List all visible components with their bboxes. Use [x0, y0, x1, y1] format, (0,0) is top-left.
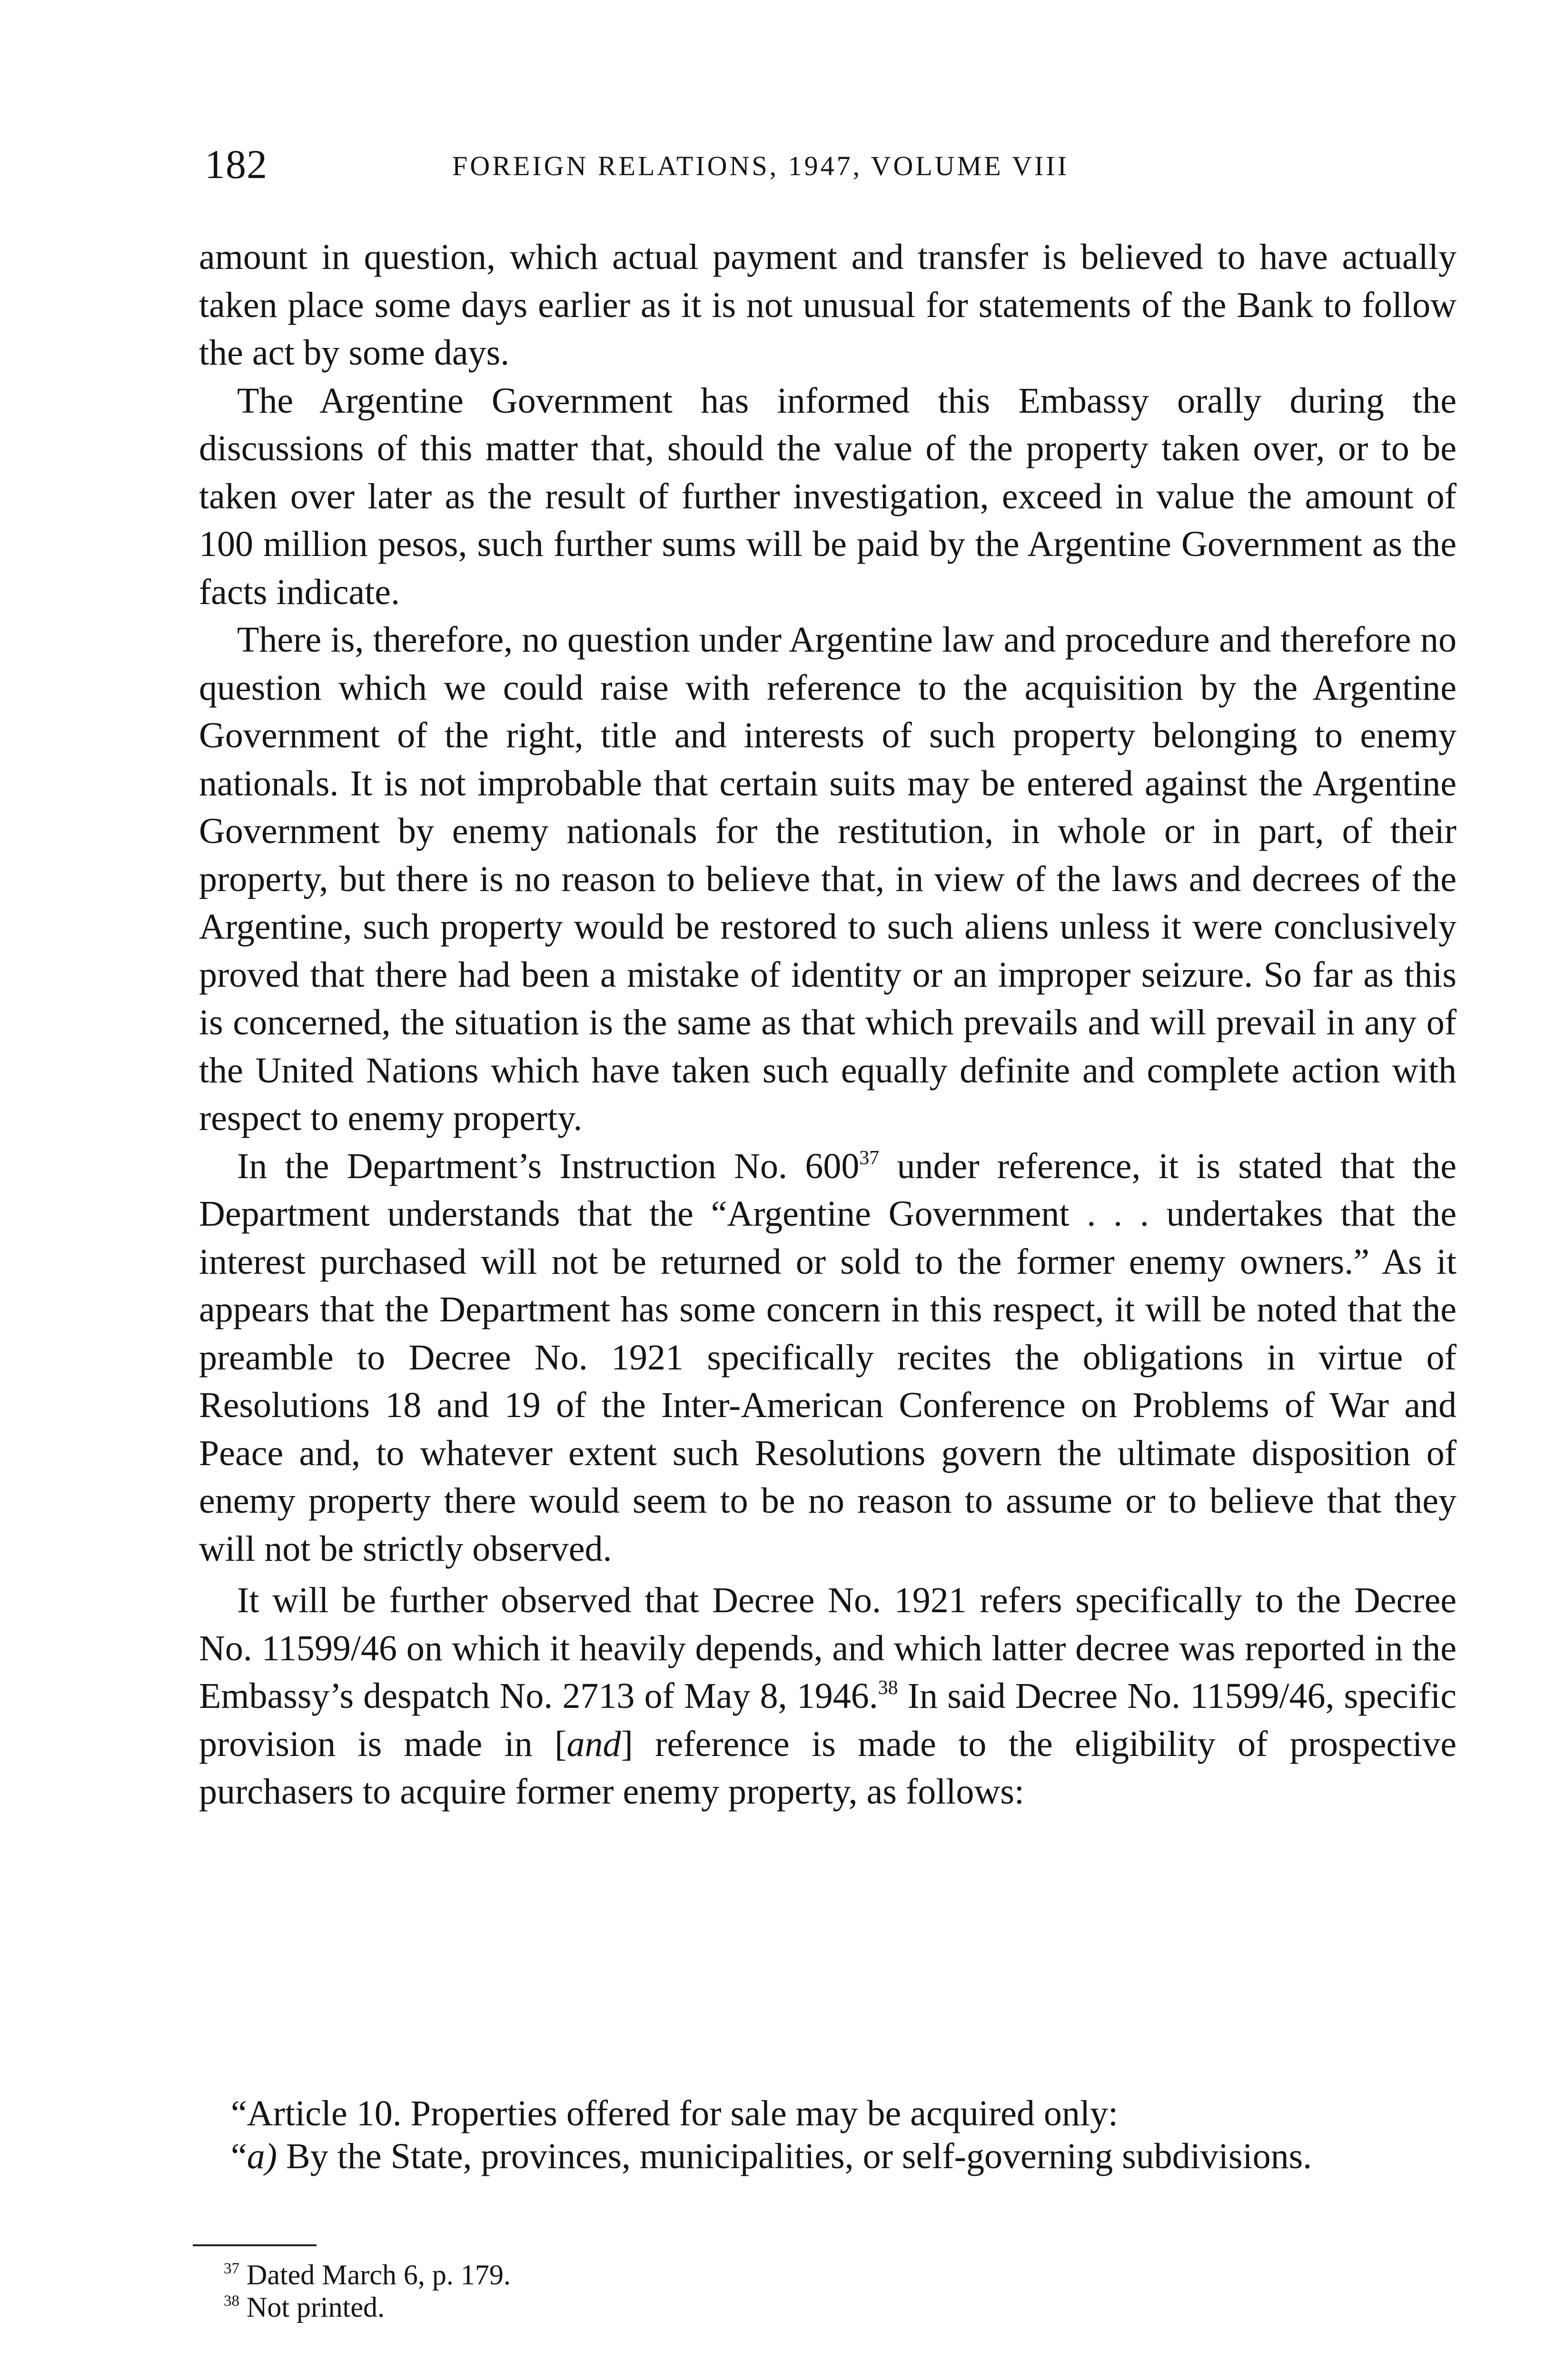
footnote-marker: 37	[224, 2260, 239, 2277]
footnote-text: Not printed.	[247, 2291, 385, 2323]
paragraph-5-start: It will be further observed that Decree No. 1921 refers specifically to the Decree No. 11599/46 on which it heavily depends, and which latter decree was reported in the Embassy’s despatch No. 2713 of May 8, 1946.	[199, 1580, 1457, 1716]
editorial-insertion: and	[566, 1724, 621, 1764]
footnote-text: Dated March 6, p. 179.	[247, 2259, 511, 2291]
paragraph-1: amount in question, which actual payment and transfer is believed to have actually taken place some days earlier as it is not unusual for statements of the Bank to follow the act by some days.	[199, 237, 1457, 373]
footnote-38	[224, 2291, 1414, 2323]
paragraph-5-end: ] reference is made to the eligibility of prospective purchasers to acquire former enemy property, as follows:	[199, 1724, 1457, 1812]
page-header	[205, 140, 1457, 193]
body-text	[199, 233, 1457, 1816]
paragraph-5-middle: In said Decree No. 11599/46, specific provision is made in [	[199, 1676, 1457, 1764]
quote-article-10: “Article 10. Properties offered for sale may be acquired only:	[231, 2093, 1119, 2133]
quote-item-a	[193, 2135, 1457, 2178]
paragraph-4	[199, 1142, 1457, 1573]
footnote-divider	[193, 2244, 317, 2246]
footnote-37	[224, 2259, 1414, 2291]
quote-item-a-open: “	[231, 2136, 247, 2176]
footnote-ref-37: 37	[859, 1147, 880, 1169]
paragraph-2: The Argentine Government has informed this Embassy orally during the discussions of this matter that, should the value of the property taken over, or to be taken over later as the result of further investigation, exceed in value the amount of 100 million pesos, such further sums will be paid by the Argentine Government as the facts indicate.	[199, 380, 1457, 612]
quote-item-a-text: By the State, provinces, municipalities, or self-governing subdivisions.	[277, 2136, 1312, 2176]
paragraph-4-start: In the Department’s Instruction No. 600	[237, 1146, 860, 1186]
footnotes	[224, 2259, 1414, 2323]
quote-item-a-label: a)	[247, 2136, 277, 2176]
running-title: FOREIGN RELATIONS, 1947, VOLUME VIII	[452, 150, 1069, 181]
paragraph-4-rest: under reference, it is stated that the Department understands that the “Argentine Government . . . undertakes that the interest purchased will not be returned or sold to the former enemy owners.” As it appears that the Department has some concern in this respect, it will be noted that the preamble to Decree No. 1921 specifically recites the obligations in virtue of Resolutions 18 and 19 of the Inter-American Conference on Problems of War and Peace and, to whatever extent such Resolutions govern the ultimate disposition of enemy property there would seem to be no reason to assume or to believe that they will not be strictly observed.	[199, 1146, 1457, 1569]
block-quote	[193, 2092, 1457, 2178]
page-number: 182	[205, 141, 268, 187]
paragraph-5	[199, 1577, 1457, 1816]
paragraph-3: There is, therefore, no question under Argentine law and procedure and therefore no question which we could raise with reference to the acquisition by the Argentine Government of the right, title and interests of such property belonging to enemy nationals. It is not improbable that certain suits may be entered against the Argentine Government by enemy nationals for the restitution, in whole or in part, of their property, but there is no reason to believe that, in view of the laws and decrees of the Argentine, such property would be restored to such aliens unless it were conclusively proved that there had been a mistake of identity or an improper seizure. So far as this is concerned, the situation is the same as that which prevails and will prevail in any of the United Nations which have taken such equally definite and complete action with respect to enemy property.	[199, 620, 1457, 1138]
footnote-ref-38: 38	[878, 1676, 898, 1699]
footnote-marker: 38	[224, 2292, 239, 2310]
